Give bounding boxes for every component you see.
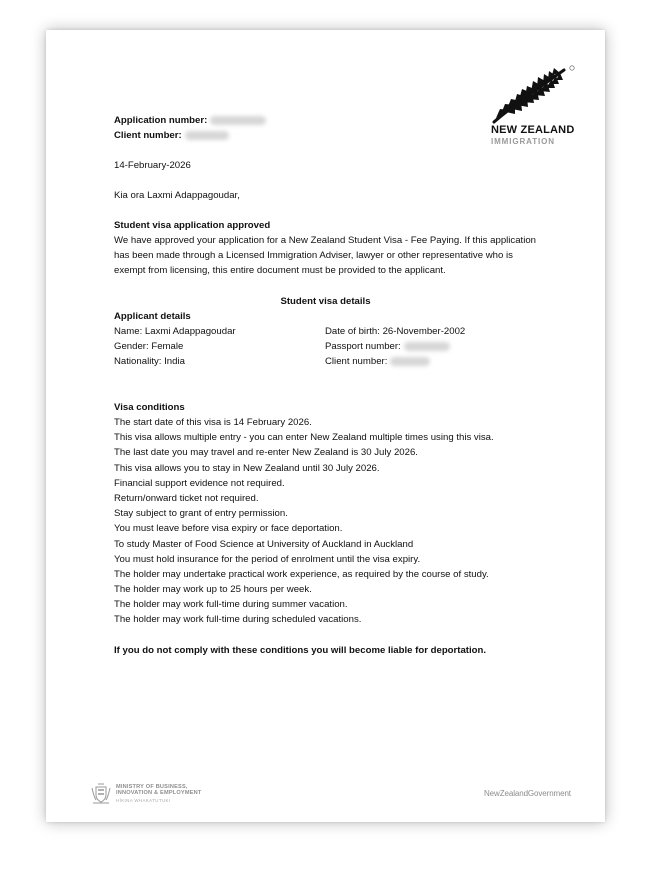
ministry-footer: [90, 782, 230, 810]
letter-date: 14-February-2026: [114, 160, 191, 171]
approval-line: exempt from licensing, this entire document must be provided to the applicant.: [114, 265, 446, 276]
redacted-value: [390, 357, 430, 366]
condition-item: The last date you may travel and re-enter New Zealand is 30 July 2026.: [114, 447, 418, 459]
condition-item: The start date of this visa is 14 February 2026.: [114, 417, 312, 428]
approval-line: We have approved your application for a New Zealand Student Visa - Fee Paying. If this application: [114, 235, 537, 246]
condition-item: The holder may undertake practical work experience, as required by the course of study.: [114, 568, 489, 580]
condition-item: Return/onward ticket not required.: [114, 492, 259, 504]
condition-item: Financial support evidence not required.: [114, 477, 285, 489]
logo-title: NEW ZEALAND: [491, 124, 575, 136]
client-number: [114, 128, 229, 143]
condition-item: You must hold insurance for the period of enrolment until the visa expiry.: [114, 553, 421, 565]
coat-of-arms-icon: [90, 782, 112, 806]
conditions-heading: Visa conditions: [114, 402, 185, 413]
passport-number-label: Passport number:: [325, 341, 401, 352]
applicant-client-number: [325, 354, 430, 369]
condition-item: The holder may work full-time during scheduled vacations.: [114, 614, 362, 626]
application-number: [114, 113, 266, 128]
redacted-value: [185, 131, 229, 140]
applicant-heading: Applicant details: [114, 311, 191, 322]
ministry-name: MINISTRY OF BUSINESS, INNOVATION & EMPLOYMENT: [116, 784, 202, 797]
condition-item: To study Master of Food Science at University of Auckland in Auckland: [114, 538, 414, 550]
applicant-name: Name: Laxmi Adappagoudar: [114, 326, 236, 337]
condition-item: The holder may work full-time during summer vacation.: [114, 599, 348, 611]
ministry-subtitle: HĪKINA WHAKATUTUKI: [116, 798, 171, 803]
application-number-label: Application number:: [114, 115, 208, 126]
condition-item: The holder may work up to 25 hours per week.: [114, 584, 312, 596]
approval-line: has been made through a Licensed Immigration Adviser, lawyer or other representative who is: [114, 250, 513, 261]
greeting: Kia ora Laxmi Adappagoudar,: [114, 190, 240, 201]
condition-item: This visa allows multiple entry - you can enter New Zealand multiple times using this visa.: [114, 432, 494, 444]
letter-page: [46, 30, 605, 822]
passport-number: [325, 339, 450, 354]
deportation-warning: If you do not comply with these conditions you will become liable for deportation.: [114, 645, 487, 656]
condition-item: You must leave before visa expiry or face deportation.: [114, 523, 343, 535]
details-title: Student visa details: [280, 296, 371, 307]
condition-item: Stay subject to grant of entry permission.: [114, 508, 288, 520]
nz-government-mark: NewZealandGovernment: [484, 789, 571, 798]
conditions-list: [114, 415, 494, 628]
applicant-nationality: Nationality: India: [114, 356, 185, 367]
redacted-value: [404, 342, 450, 351]
condition-item: This visa allows you to stay in New Zealand until 30 July 2026.: [114, 462, 380, 474]
applicant-dob: Date of birth: 26-November-2002: [325, 326, 466, 337]
applicant-gender: Gender: Female: [114, 341, 184, 352]
logo-subtitle: IMMIGRATION: [491, 137, 555, 146]
client-number-label: Client number:: [114, 130, 182, 141]
redacted-value: [210, 116, 266, 125]
approval-heading: Student visa application approved: [114, 220, 271, 231]
client-number-label: Client number:: [325, 356, 388, 367]
